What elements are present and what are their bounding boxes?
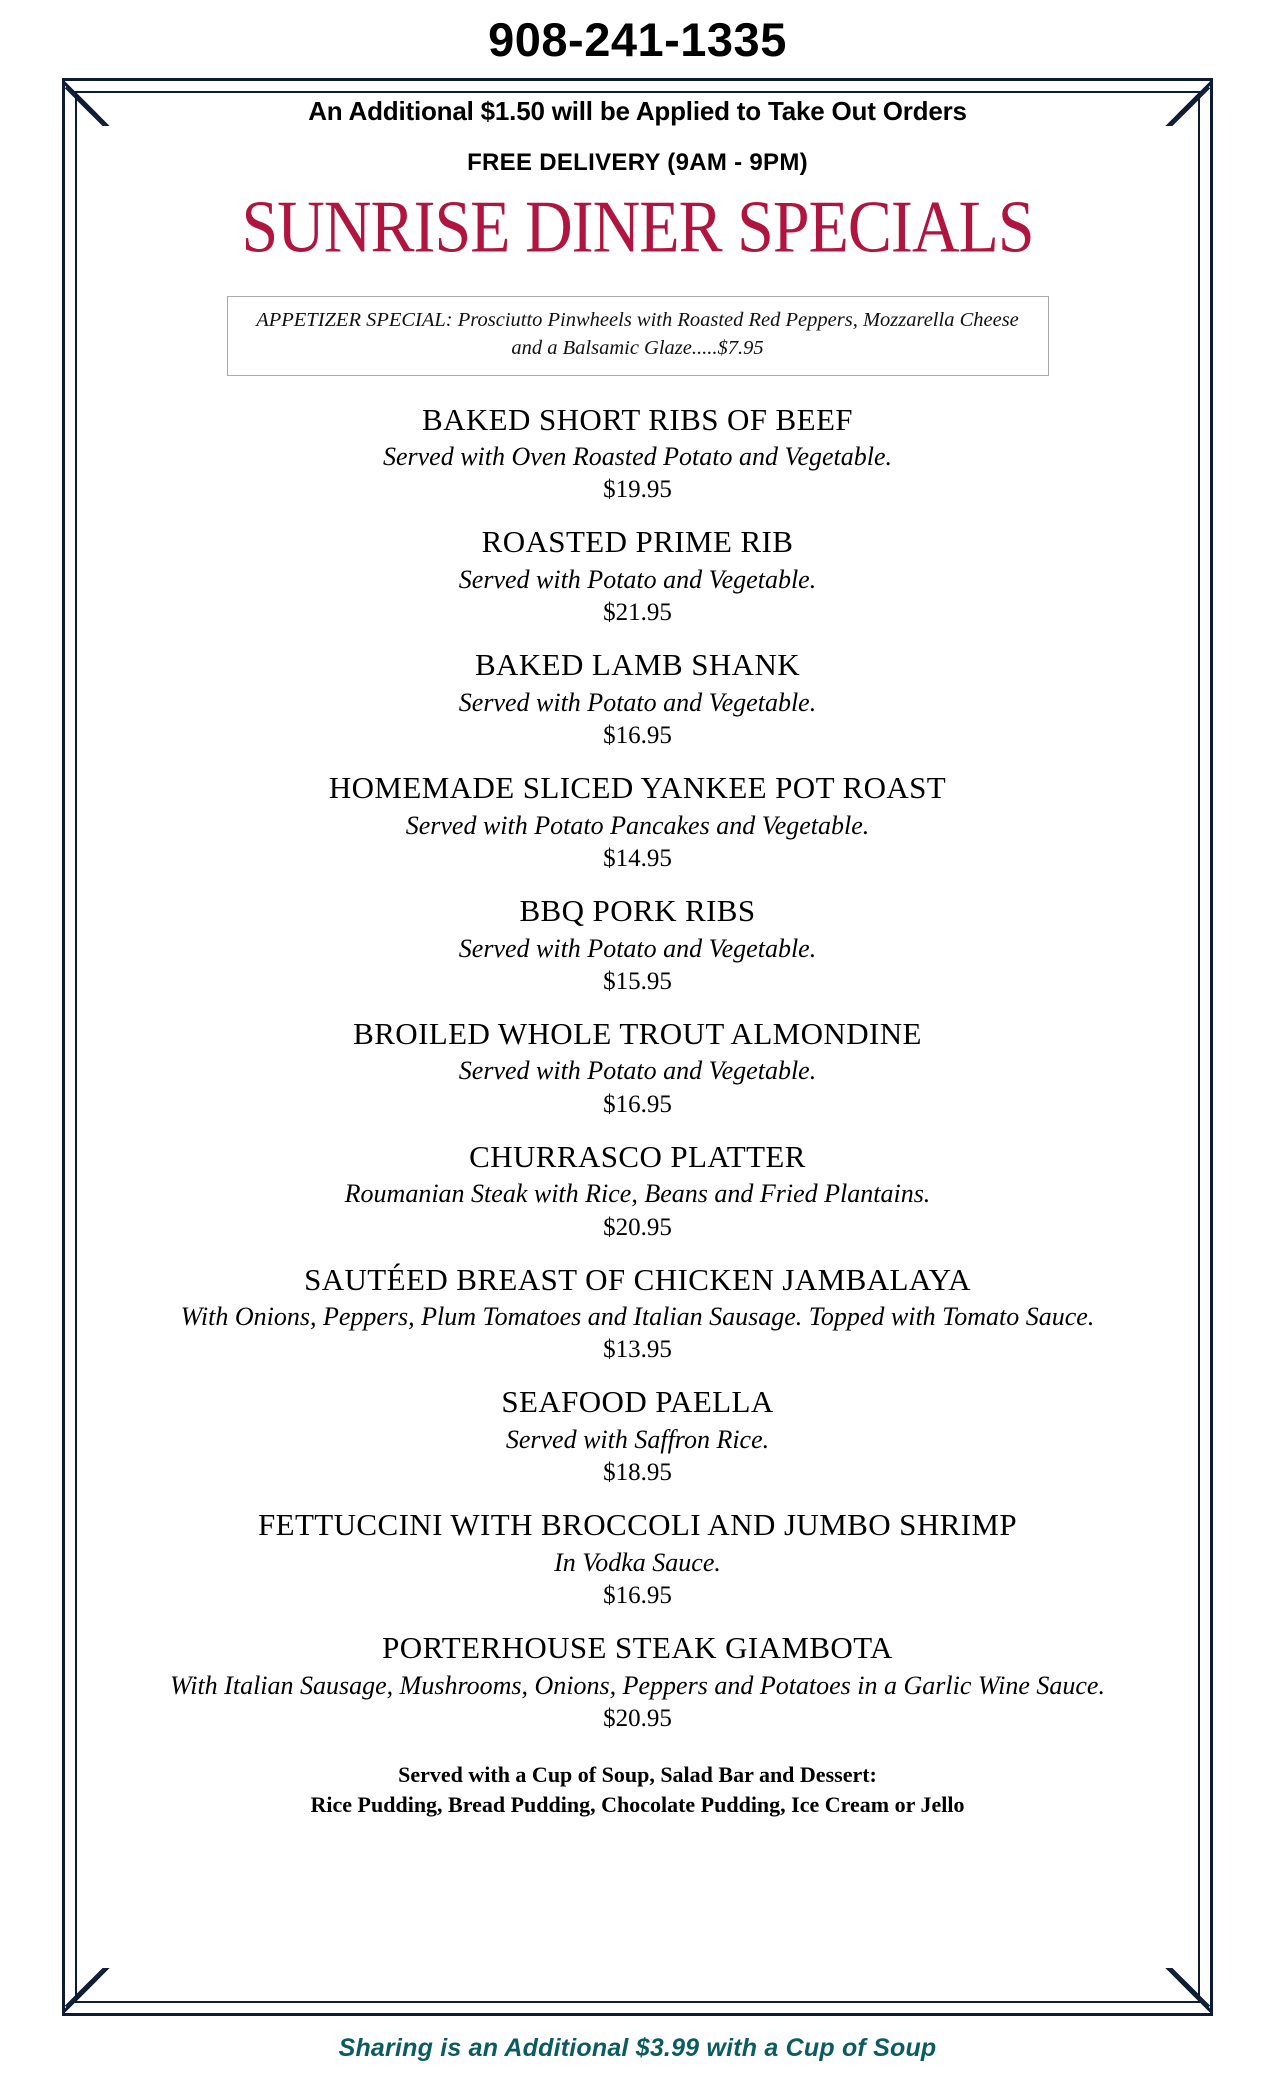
menu-item-description: Served with Saffron Rice.: [505, 1424, 770, 1454]
menu-item-description: Roumanian Steak with Rice, Beans and Fried Plantains.: [344, 1179, 931, 1209]
menu-item-description: With Italian Sausage, Mushrooms, Onions, Peppers and Potatoes in a Garlic Wine Sauce.: [170, 1670, 1105, 1700]
menu-item: [92, 1507, 1183, 1611]
menu-item: [92, 1016, 1183, 1120]
menu-item-price: $21.95: [603, 599, 672, 627]
menu-item-name: ROASTED PRIME RIB: [481, 524, 794, 560]
menu-item-description: Served with Potato and Vegetable.: [458, 565, 817, 595]
menu-item: [92, 893, 1183, 997]
menu-item-description: In Vodka Sauce.: [554, 1547, 721, 1577]
menu-item-name: BAKED SHORT RIBS OF BEEF: [422, 401, 853, 437]
included-with-entree-note: [92, 1760, 1183, 1819]
menu-item-description: Served with Potato and Vegetable.: [458, 1056, 817, 1086]
menu-item-price: $16.95: [603, 1582, 672, 1610]
menu-item-description: Served with Potato Pancakes and Vegetable.: [405, 810, 870, 840]
menu-item: [92, 1262, 1183, 1366]
included-line-2: Rice Pudding, Bread Pudding, Chocolate Pudding, Ice Cream or Jello: [310, 1791, 965, 1817]
menu-item: [92, 1139, 1183, 1243]
menu-item: [92, 1630, 1183, 1734]
takeout-surcharge-note: An Additional $1.50 will be Applied to Take Out Orders: [308, 96, 967, 126]
menu-item: [92, 770, 1183, 874]
menu-item: [92, 524, 1183, 628]
menu-item-price: $20.95: [603, 1213, 672, 1241]
menu-item-price: $13.95: [603, 1336, 672, 1364]
menu-item-name: BAKED LAMB SHANK: [474, 647, 801, 683]
inner-frame-corner-bottom-right: [1165, 1968, 1199, 2002]
specials-list: [92, 402, 1183, 1734]
inner-frame-corner-bottom-left: [76, 1968, 110, 2002]
sharing-charge-note: Sharing is an Additional $3.99 with a Cup of Soup: [338, 2034, 937, 2062]
menu-item-price: $19.95: [603, 476, 672, 504]
menu-item-name: SAUTÉED BREAST OF CHICKEN JAMBALAYA: [304, 1261, 971, 1297]
menu-item: [92, 402, 1183, 506]
menu-item-name: CHURRASCO PLATTER: [469, 1138, 806, 1174]
free-delivery-note: FREE DELIVERY (9AM - 9PM): [467, 149, 808, 176]
page-title: SUNRISE DINER SPECIALS: [241, 186, 1034, 269]
menu-item-price: $16.95: [603, 1090, 672, 1118]
menu-item: [92, 1384, 1183, 1488]
restaurant-phone-number: 908-241-1335: [488, 13, 787, 66]
menu-item-name: SEAFOOD PAELLA: [501, 1384, 774, 1420]
menu-item-name: HOMEMADE SLICED YANKEE POT ROAST: [328, 770, 947, 806]
menu-content: [92, 92, 1183, 1819]
menu-item-name: FETTUCCINI WITH BROCCOLI AND JUMBO SHRIMP: [257, 1507, 1018, 1543]
menu-item-name: BBQ PORK RIBS: [519, 893, 756, 929]
menu-item-price: $16.95: [603, 722, 672, 750]
menu-item: [92, 647, 1183, 751]
menu-item-name: PORTERHOUSE STEAK GIAMBOTA: [382, 1630, 893, 1666]
menu-item-description: With Onions, Peppers, Plum Tomatoes and Italian Sausage. Topped with Tomato Sauce.: [180, 1302, 1095, 1332]
menu-item-description: Served with Potato and Vegetable.: [458, 933, 817, 963]
menu-item-price: $18.95: [603, 1459, 672, 1487]
menu-item-description: Served with Potato and Vegetable.: [458, 687, 817, 717]
menu-item-price: $20.95: [603, 1704, 672, 1732]
menu-item-description: Served with Oven Roasted Potato and Vegetable.: [382, 442, 893, 472]
menu-item-price: $15.95: [603, 967, 672, 995]
included-line-1: Served with a Cup of Soup, Salad Bar and Dessert:: [398, 1761, 877, 1787]
menu-item-price: $14.95: [603, 845, 672, 873]
menu-item-name: BROILED WHOLE TROUT ALMONDINE: [353, 1015, 922, 1051]
appetizer-special-box: APPETIZER SPECIAL: Prosciutto Pinwheels with Roasted Red Peppers, Mozzarella Cheese and a Balsamic Glaze.....$7.95: [227, 296, 1049, 375]
